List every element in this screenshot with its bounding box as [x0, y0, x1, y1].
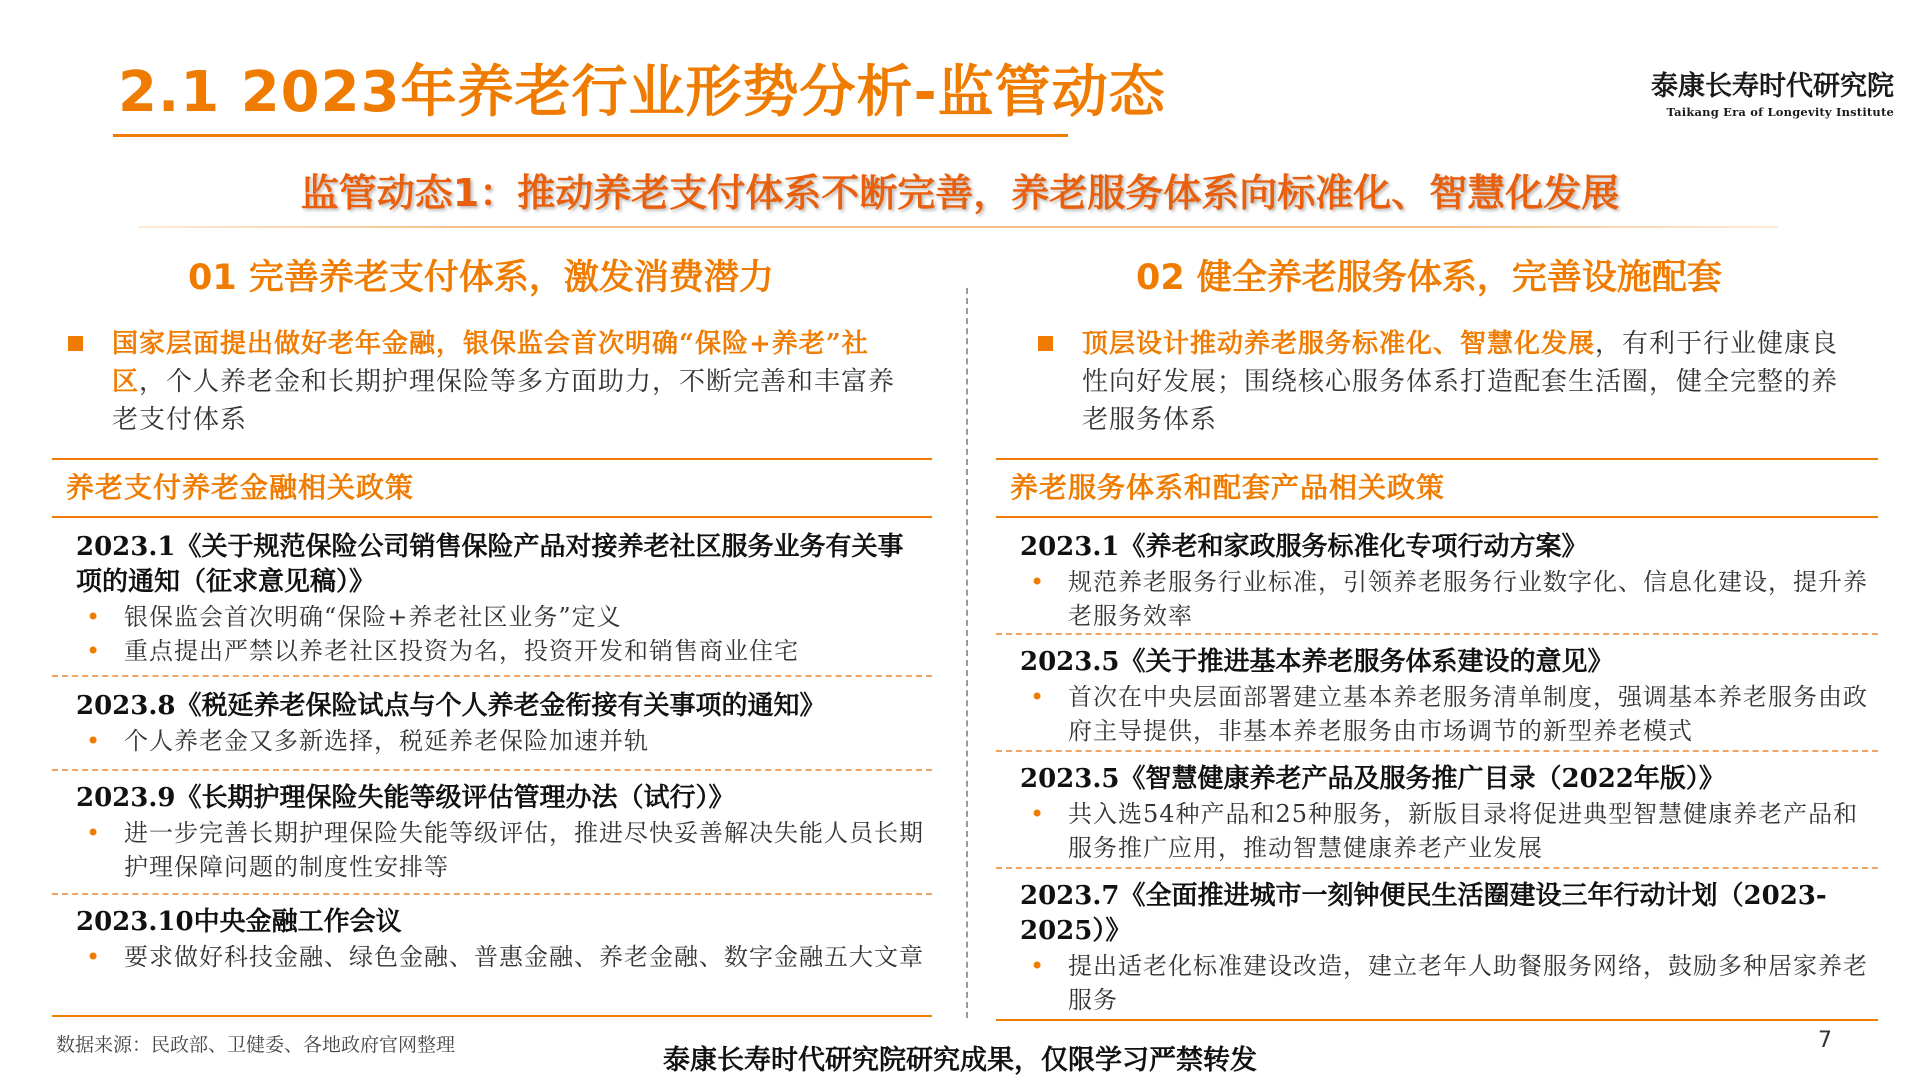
left-policy-header: 养老支付养老金融相关政策	[52, 458, 932, 518]
policy-item	[76, 634, 926, 668]
policy-title: 2023.1《关于规范保险公司销售保险产品对接养老社区服务业务有关事项的通知（征求意见稿）》	[76, 532, 904, 597]
policy-item-text: 个人养老金又多新选择，税延养老保险加速并轨	[124, 727, 649, 755]
policy-item-text: 规范养老服务行业标准，引领养老服务行业数字化、信息化建设，提升养老服务效率	[1068, 568, 1868, 630]
policy-item-text: 共入选54种产品和25种服务，新版目录将促进典型智慧健康养老产品和服务推广应用，推动智慧健康养老产业发展	[1068, 800, 1859, 862]
policy-item-text: 提出适老化标准建设改造，建立老年人助餐服务网络，鼓励多种居家养老服务	[1068, 952, 1868, 1014]
bullet-dot-icon: •	[86, 819, 102, 847]
right-intro-text: ，有利于行业健康良性向好发展；围绕核心服务体系打造配套生活圈，健全完整的养老服务体系	[1082, 329, 1839, 435]
policy-entry	[996, 752, 1878, 869]
policy-item	[1020, 797, 1872, 865]
policy-entry	[996, 518, 1878, 635]
policy-item-text: 要求做好科技金融、绿色金融、普惠金融、养老金融、数字金融五大文章	[124, 943, 924, 971]
policy-entry	[996, 869, 1878, 1021]
policy-title: 2023.9《长期护理保险失能等级评估管理办法（试行）》	[76, 783, 735, 813]
policy-entry	[52, 895, 932, 1017]
subtitle-divider	[138, 226, 1778, 228]
policy-item-text: 首次在中央层面部署建立基本养老服务清单制度，强调基本养老服务由政府主导提供，非基本养老服务由市场调节的新型养老模式	[1068, 683, 1868, 745]
square-bullet-icon	[68, 336, 83, 351]
left-policy-panel	[52, 458, 932, 1017]
policy-title: 2023.1《养老和家政服务标准化专项行动方案》	[1020, 532, 1588, 562]
right-policy-header: 养老服务体系和配套产品相关政策	[996, 458, 1878, 518]
policy-entry	[52, 771, 932, 895]
bullet-dot-icon: •	[86, 943, 102, 971]
left-intro-highlight: 国家层面提出做好老年金融，银保监会首次明确“保险+养老”社区	[112, 329, 869, 397]
policy-entry	[52, 677, 932, 771]
brand-logo	[1651, 64, 1894, 119]
right-intro	[1082, 325, 1862, 439]
policy-entry	[996, 635, 1878, 752]
policy-entry	[52, 518, 932, 677]
bullet-dot-icon: •	[1030, 568, 1046, 596]
data-source-note: 数据来源：民政部、卫健委、各地政府官网整理	[56, 1034, 456, 1056]
title-underline	[113, 134, 1068, 137]
policy-item	[76, 940, 926, 974]
left-intro-text: ，个人养老金和长期护理保险等多方面助力，不断完善和丰富养老支付体系	[112, 367, 896, 435]
policy-title: 2023.5《关于推进基本养老服务体系建设的意见》	[1020, 647, 1614, 677]
bullet-dot-icon: •	[86, 603, 102, 631]
policy-item	[76, 724, 926, 758]
right-intro-highlight: 顶层设计推动养老服务标准化、智慧化发展	[1082, 329, 1596, 359]
bullet-dot-icon: •	[86, 727, 102, 755]
policy-item-text: 进一步完善长期护理保险失能等级评估，推进尽快妥善解决失能人员长期护理保障问题的制度性安排等	[124, 819, 924, 881]
bullet-dot-icon: •	[1030, 800, 1046, 828]
policy-item	[76, 816, 926, 884]
policy-item	[1020, 565, 1872, 633]
right-policy-panel	[996, 458, 1878, 1021]
policy-title: 2023.8《税延养老保险试点与个人养老金衔接有关事项的通知》	[76, 691, 826, 721]
policy-item	[1020, 949, 1872, 1017]
column-divider	[966, 288, 968, 1018]
policy-item-text: 银保监会首次明确“保险+养老社区业务”定义	[124, 603, 622, 631]
policy-item-text: 重点提出严禁以养老社区投资为名，投资开发和销售商业住宅	[124, 637, 799, 665]
slide-subtitle: 监管动态1：推动养老支付体系不断完善，养老服务体系向标准化、智慧化发展	[300, 171, 1620, 215]
brand-name-cn: 泰康长寿时代研究院	[1651, 71, 1894, 102]
policy-title: 2023.10中央金融工作会议	[76, 907, 402, 937]
right-column-heading: 02 健全养老服务体系，完善设施配套	[1136, 258, 1722, 298]
brand-name-en: Taikang Era of Longevity Institute	[1666, 105, 1894, 119]
policy-item	[1020, 680, 1872, 748]
page-title: 2.1 2023年养老行业形势分析-监管动态	[118, 60, 1166, 125]
bullet-dot-icon: •	[86, 637, 102, 665]
policy-title: 2023.7《全面推进城市一刻钟便民生活圈建设三年行动计划（2023-2025）》	[1020, 881, 1827, 946]
footer-notice: 泰康长寿时代研究院研究成果，仅限学习严禁转发	[663, 1045, 1257, 1076]
bullet-dot-icon: •	[1030, 683, 1046, 711]
left-intro	[112, 325, 912, 439]
square-bullet-icon	[1038, 336, 1053, 351]
left-column-heading: 01 完善养老支付体系，激发消费潜力	[188, 258, 774, 298]
policy-title: 2023.5《智慧健康养老产品及服务推广目录（2022年版）》	[1020, 764, 1725, 794]
page-number: 7	[1818, 1028, 1832, 1053]
bullet-dot-icon: •	[1030, 952, 1046, 980]
policy-item	[76, 600, 926, 634]
